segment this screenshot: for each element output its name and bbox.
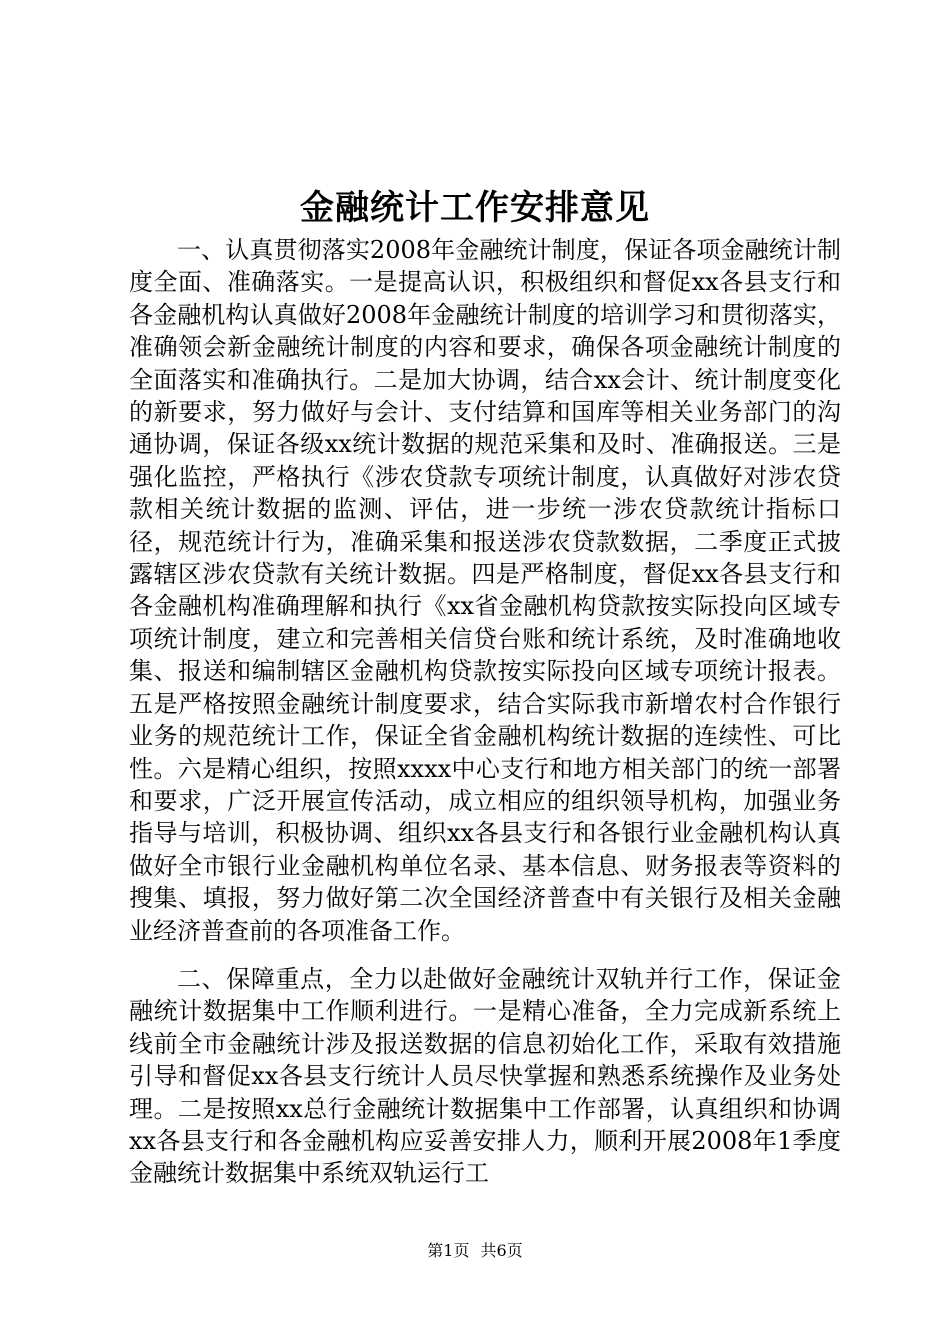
paragraph-2: 二、保障重点，全力以赴做好金融统计双轨并行工作，保证金融统计数据集中工作顺利进行。一是精心准备，全力完成新系统上线前全市金融统计涉及报送数据的信息初始化工作，采取有效措施引导和督促xx各县支行统计人员尽快掌握和熟悉系统操作及业务处理。二是按照xx总行金融统计数据集中工作部署，认真组织和协调xx各县支行和各金融机构应妥善安排人力，顺利开展2008年1季度金融统计数据集中系统双轨运行工 [129, 965, 841, 1188]
page-footer [0, 1240, 950, 1262]
paragraph-1: 一、认真贯彻落实2008年金融统计制度，保证各项金融统计制度全面、准确落实。一是提高认识，积极组织和督促xx各县支行和各金融机构认真做好2008年金融统计制度的培训学习和贯彻落实，准确领会新金融统计制度的内容和要求，确保各项金融统计制度的全面落实和准确执行。二是加大协调，结合xx会计、统计制度变化的新要求，努力做好与会计、支付结算和国库等相关业务部门的沟通协调，保证各级xx统计数据的规范采集和及时、准确报送。三是强化监控，严格执行《涉农贷款专项统计制度，认真做好对涉农贷款相关统计数据的监测、评估，进一步统一涉农贷款统计指标口径，规范统计行为，准确采集和报送涉农贷款数据，二季度正式披露辖区涉农贷款有关统计数据。四是严格制度，督促xx各县支行和各金融机构准确理解和执行《xx省金融机构贷款按实际投向区域专项统计制度，建立和完善相关信贷台账和统计系统，及时准确地收集、报送和编制辖区金融机构贷款按实际投向区域专项统计报表。五是严格按照金融统计制度要求，结合实际我市新增农村合作银行业务的规范统计工作，保证全省金融机构统计数据的连续性、可比性。六是精心组织，按照xxxx中心支行和地方相关部门的统一部署和要求，广泛开展宣传活动，成立相应的组织领导机构，加强业务指导与培训，积极协调、组织xx各县支行和各银行业金融机构认真做好全市银行业金融机构单位名录、基本信息、财务报表等资料的搜集、填报，努力做好第二次全国经济普查中有关银行及相关金融业经济普查前的各项准备工作。 [129, 236, 841, 945]
document-title: 金融统计工作安排意见 [300, 188, 650, 228]
total-page-count: 共6页 [480, 1241, 523, 1260]
current-page-number: 第1页 [427, 1241, 470, 1260]
